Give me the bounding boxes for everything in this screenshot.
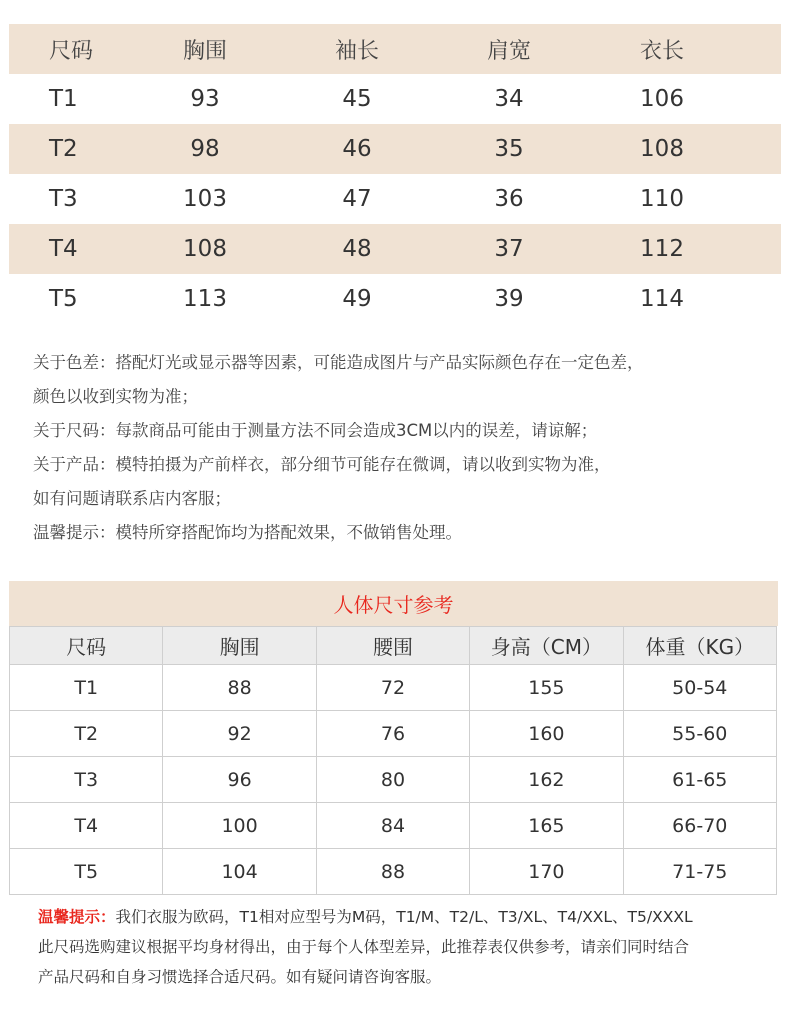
weight-cell: 50-54 [623,665,776,711]
shoulder-cell: 36 [494,186,524,212]
tip-text: 我们衣服为欧码，T1相对应型号为M码，T1/M、T2/L、T3/XL、T4/XXL、T5/XXXL [115,908,693,926]
header-waist: 腰围 [316,627,469,665]
chest-cell: 103 [183,186,227,212]
header-height: 身高（CM） [470,627,623,665]
header-sleeve: 袖长 [334,38,379,64]
garment-table-header [9,24,781,74]
sleeve-cell: 49 [342,286,372,312]
size-cell: T5 [49,286,78,312]
tip-line [38,906,783,936]
length-cell: 112 [640,236,684,262]
size-cell: T3 [10,757,163,803]
table-row [9,224,781,274]
height-cell: 160 [470,711,623,757]
note-line: 关于色差：搭配灯光或显示器等因素，可能造成图片与产品实际颜色存在一定色差， [33,353,644,372]
table-row [10,665,777,711]
weight-cell: 71-75 [623,849,776,895]
note-line: 关于尺码：每款商品可能由于测量方法不同会造成3CM以内的误差，请谅解； [33,421,598,440]
chest-cell: 98 [190,136,220,162]
header-weight: 体重（KG） [623,627,776,665]
body-size-title: 人体尺寸参考 [333,593,454,617]
weight-cell: 66-70 [623,803,776,849]
waist-cell: 80 [316,757,469,803]
waist-cell: 88 [316,849,469,895]
notes-section [33,351,773,555]
size-cell: T5 [10,849,163,895]
note-line: 关于产品：模特拍摄为产前样衣，部分细节可能存在微调，请以收到实物为准， [33,455,611,474]
note-line: 颜色以收到实物为准； [33,387,198,406]
tip-line: 产品尺码和自身习惯选择合适尺码。如有疑问请咨询客服。 [38,968,442,986]
table-row [10,803,777,849]
shoulder-cell: 39 [494,286,524,312]
size-cell: T1 [10,665,163,711]
waist-cell: 76 [316,711,469,757]
size-cell: T2 [49,136,78,162]
length-cell: 106 [640,86,684,112]
height-cell: 165 [470,803,623,849]
height-cell: 170 [470,849,623,895]
shoulder-cell: 34 [494,86,524,112]
chest-cell: 108 [183,236,227,262]
size-cell: T2 [10,711,163,757]
size-cell: T1 [49,86,78,112]
size-cell: T4 [49,236,78,262]
sleeve-cell: 45 [342,86,372,112]
header-shoulder: 肩宽 [486,38,531,64]
height-cell: 162 [470,757,623,803]
note-line: 如有问题请联系店内客服； [33,489,231,508]
length-cell: 110 [640,186,684,212]
sleeve-cell: 48 [342,236,372,262]
header-chest: 胸围 [182,38,227,64]
sleeve-cell: 46 [342,136,372,162]
chest-cell: 104 [163,849,316,895]
table-row [10,849,777,895]
shoulder-cell: 37 [494,236,524,262]
weight-cell: 61-65 [623,757,776,803]
chest-cell: 88 [163,665,316,711]
body-size-table [9,626,777,895]
table-row [9,274,781,324]
header-length: 衣长 [639,38,684,64]
length-cell: 114 [640,286,684,312]
tip-lead: 温馨提示： [38,908,116,926]
table-row [9,174,781,224]
table-row [10,711,777,757]
table-row [9,124,781,174]
garment-size-table [9,24,781,324]
chest-cell: 113 [183,286,227,312]
waist-cell: 84 [316,803,469,849]
height-cell: 155 [470,665,623,711]
weight-cell: 55-60 [623,711,776,757]
chest-cell: 93 [190,86,220,112]
sleeve-cell: 47 [342,186,372,212]
chest-cell: 100 [163,803,316,849]
chest-cell: 96 [163,757,316,803]
header-chest: 胸围 [163,627,316,665]
size-cell: T4 [10,803,163,849]
chest-cell: 92 [163,711,316,757]
body-size-title-bar [9,581,778,626]
table-row [9,74,781,124]
shoulder-cell: 35 [494,136,524,162]
tip-line: 此尺码选购建议根据平均身材得出，由于每个人体型差异，此推荐表仅供参考，请亲们同时结合 [38,938,690,956]
length-cell: 108 [640,136,684,162]
waist-cell: 72 [316,665,469,711]
header-size: 尺码 [49,38,94,64]
table-row [10,757,777,803]
header-size: 尺码 [10,627,163,665]
body-table-header [10,627,777,665]
note-line: 温馨提示：模特所穿搭配饰均为搭配效果，不做销售处理。 [33,523,462,542]
size-cell: T3 [49,186,78,212]
size-tip [38,906,783,996]
